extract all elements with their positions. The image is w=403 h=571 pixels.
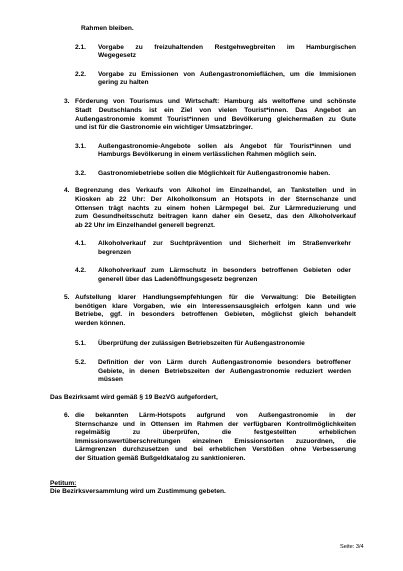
item-2-2-number: 2.2. <box>75 71 86 78</box>
item-3-line-3: Außengastronomie kommt Tourist*innen und Bevölkerung gleichermaßen zu Gute <box>75 116 356 123</box>
item-3-line-4: und ist für die Gastronomie ein wichtiger Umsatzbringer. <box>75 124 253 131</box>
item-5-number: 5. <box>64 294 70 301</box>
item-4-line-2: Kiosken ab 22 Uhr: Der Alkoholkonsum an Hotspots in der Sternschanze und <box>75 196 356 203</box>
petitum-text: Die Bezirksversammlung wird um Zustimmung gebeten. <box>50 488 226 495</box>
intro-tail-text: Rahmen bleiben. <box>81 25 134 32</box>
item-5-2-line-1: Definition der von Lärm durch Außengastronomie besonders betroffener <box>98 359 351 366</box>
item-5-2-number: 5.2. <box>75 359 86 366</box>
item-3-2-line-1: Gastronomiebetriebe sollen die Möglichkeit für Außengastronomie haben. <box>98 170 331 177</box>
item-5-line-2: benötigen klare Vorgaben, wie ein Interessensausgleich erfolgen kann und wie <box>75 303 356 310</box>
item-6-line-3: regelmäßig zu überprüfen, die festgestellten erheblichen <box>75 429 356 436</box>
item-2-1-line-2: Wegegesetz <box>98 52 136 59</box>
item-5-2-line-2: Gebiete, in denen Betriebszeiten der Außengastronomie reduziert werden <box>98 368 351 375</box>
item-3-2-number: 3.2. <box>75 170 86 177</box>
item-3-line-2: Stadt Deutschlands ist ein Ziel von vielen Tourist*innen. Das Angebot an <box>75 107 356 114</box>
item-2-1-number: 2.1. <box>75 44 86 51</box>
item-4-1-line-2: begrenzen <box>98 249 131 256</box>
item-5-line-3: Betriebe, ggf. in besonders betroffenen Gebieten, möglichst gleich behandelt <box>75 311 356 318</box>
item-6-line-2: Sternschanze und in Ottensen im Rahmen der verfügbaren Kontrollmöglichkeiten <box>75 421 356 428</box>
item-4-line-1: Begrenzung des Verkaufs von Alkohol im Einzelhandel, an Tankstellen und in <box>75 187 356 194</box>
item-4-1-number: 4.1. <box>75 240 86 247</box>
page-number: Seite: 3/4 <box>340 544 364 550</box>
petitum-label: Petitum: <box>50 480 77 487</box>
item-4-2-line-1: Alkoholverkauf zum Lärmschutz in besonders betroffenen Gebieten oder <box>98 267 351 274</box>
item-6-line-5: Lärmgrenzen durchzusetzen und bei erheblichen Verstößen ohne Verbesserung <box>75 446 356 453</box>
item-3-1-line-1: Außengastronomie-Angebote sollen als Angebot für Tourist*innen und <box>98 143 351 150</box>
item-3-1-line-2: Hamburgs Bevölkerung in einem verlässlichen Rahmen möglich sein. <box>98 151 317 158</box>
item-6-line-1: die bekannten Lärm-Hotspots aufgrund von Außengastronomie in der <box>75 412 356 419</box>
item-3-number: 3. <box>64 98 70 105</box>
item-6-line-6: der Situation gemäß Bußgeldkatalog zu sanktionieren. <box>75 455 246 462</box>
item-4-2-line-2: generell über das Ladenöffnungsgesetz begrenzen <box>98 276 258 283</box>
item-2-1-line-1: Vorgabe zu freizuhaltenden Restgehwegbreiten im Hamburgischen <box>98 44 356 51</box>
item-2-2-line-1: Vorgabe zu Emissionen von Außengastronomieflächen, um die Immisionen <box>98 71 356 78</box>
item-5-2-line-3: müssen <box>98 376 123 383</box>
item-3-1-number: 3.1. <box>75 143 86 150</box>
item-6-line-4: Immissionswertüberschreitungen einzelnen Emissionsorten zuzuordnen, die <box>75 438 356 445</box>
item-3-line-1: Förderung von Tourismus und Wirtschaft: Hamburg als weltoffene und schönste <box>75 98 356 105</box>
item-4-line-4: zum Gesundheitsschutz beitragen kann daher ein Gesetz, das den Alkoholverkauf <box>75 213 356 220</box>
item-4-2-number: 4.2. <box>75 267 86 274</box>
item-6-number: 6. <box>64 412 70 419</box>
item-5-line-1: Aufstellung klarer Handlungsempfehlungen für die Verwaltung: Die Beteiligten <box>75 294 356 301</box>
item-4-1-line-1: Alkoholverkauf zur Suchtprävention und Sicherheit im Straßenverkehr <box>98 240 351 247</box>
item-2-2-line-2: gering zu halten <box>98 79 149 86</box>
item-4-line-5: ab 22 Uhr im Einzelhandel generell begrenzt. <box>75 222 215 229</box>
request-line: Das Bezirksamt wird gemäß § 19 BezVG aufgefordert, <box>50 394 218 401</box>
item-5-1-line-1: Überprüfung der zulässigen Betriebszeiten für Außengastronomie <box>98 340 305 347</box>
item-4-line-3: Ottensen trägt nachts zu einem hohen Lärmpegel bei. Zur Lärmreduzierung und <box>75 205 356 212</box>
item-4-number: 4. <box>64 187 70 194</box>
item-5-line-4: werden können. <box>75 320 126 327</box>
item-5-1-number: 5.1. <box>75 340 86 347</box>
